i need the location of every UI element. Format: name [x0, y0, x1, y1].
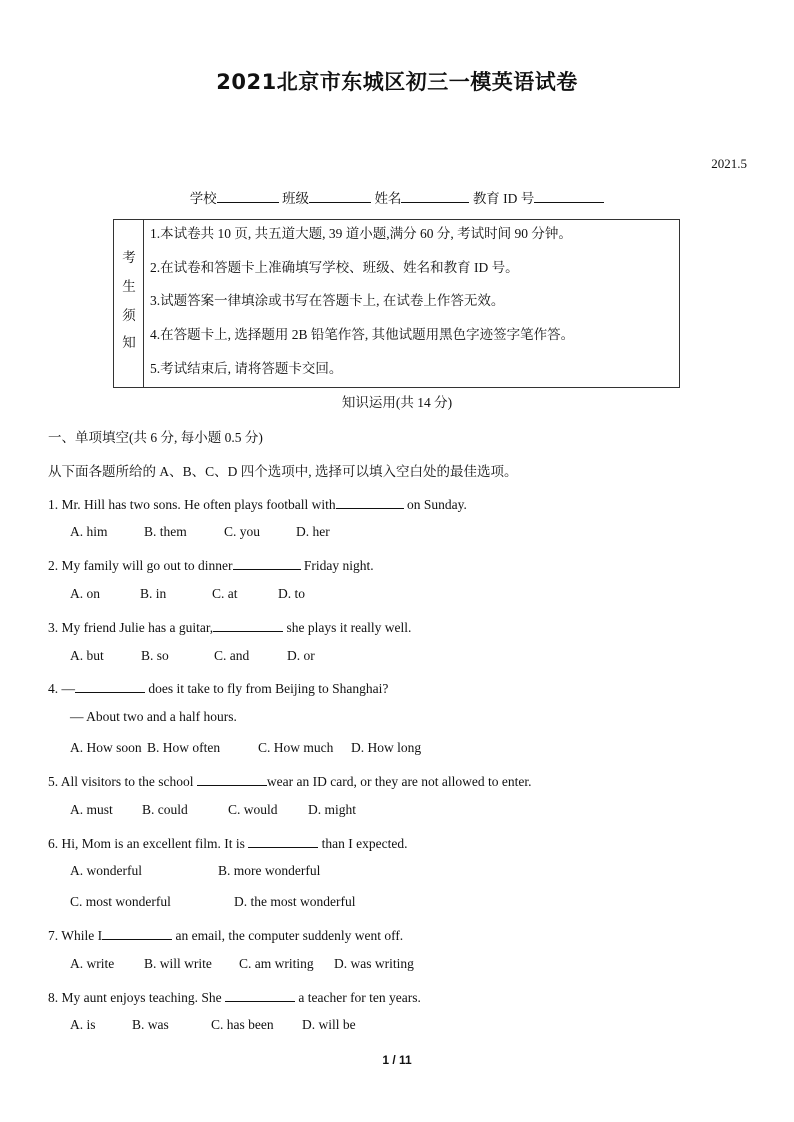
notice-item: 3.试题答案一律填涂或书写在答题卡上, 在试卷上作答无效。 [150, 293, 505, 308]
name-blank [401, 188, 469, 203]
option-d: D. her [296, 524, 330, 539]
notice-item: 2.在试卷和答题卡上准确填写学校、班级、姓名和教育 ID 号。 [150, 260, 519, 275]
answer-blank [75, 678, 145, 693]
page-number: 1 / 11 [382, 1053, 412, 1067]
school-blank [217, 188, 279, 203]
question-7: 7. While I an email, the computer suddenly went off. [48, 925, 403, 944]
student-info-line [0, 187, 794, 207]
option-b: B. could [142, 802, 188, 817]
option-a: A. write [70, 956, 115, 971]
answer-blank [248, 833, 318, 848]
option-c: C. at [212, 586, 238, 601]
option-d: D. might [308, 802, 357, 817]
option-c: C. most wonderful [70, 894, 171, 909]
option-a: A. him [70, 524, 108, 539]
option-a: A. but [70, 648, 104, 663]
option-c: C. would [228, 802, 278, 817]
option-d: D. the most wonderful [234, 894, 356, 909]
answer-blank [225, 987, 295, 1002]
option-c: C. am writing [239, 956, 314, 971]
question-4-answer: — About two and a half hours. [70, 709, 237, 724]
option-b: B. more wonderful [218, 863, 321, 878]
question-4: 4. — does it take to fly from Beijing to Shanghai? [48, 678, 388, 697]
school-label: 学校 [189, 191, 217, 206]
page-title: 2021北京市东城区初三一模英语试卷 [216, 70, 578, 94]
name-label: 姓名 [374, 191, 402, 206]
part-instruction: 从下面各题所给的 A、B、C、D 四个选项中, 选择可以填入空白处的最佳选项。 [48, 464, 518, 479]
answer-blank [336, 494, 404, 509]
class-blank [309, 188, 371, 203]
question-1: 1. Mr. Hill has two sons. He often plays football with on Sunday. [48, 494, 467, 513]
exam-notice-box [113, 219, 680, 388]
option-c: C. and [214, 648, 250, 663]
class-label: 班级 [282, 191, 310, 206]
option-c: C. you [224, 524, 261, 539]
question-3: 3. My friend Julie has a guitar, she plays it really well. [48, 617, 411, 636]
option-b: B. will write [144, 956, 212, 971]
option-a: A. wonderful [70, 863, 142, 878]
answer-blank [233, 555, 301, 570]
option-a: A. on [70, 586, 100, 601]
option-d: D. will be [302, 1017, 356, 1032]
part-heading: 一、单项填空(共 6 分, 每小题 0.5 分) [48, 430, 263, 445]
option-a: A. must [70, 802, 113, 817]
question-8: 8. My aunt enjoys teaching. She a teacher for ten years. [48, 987, 421, 1006]
option-b: B. in [140, 586, 167, 601]
option-b: B. them [144, 524, 187, 539]
id-blank [534, 188, 604, 203]
notice-item: 1.本试卷共 10 页, 共五道大题, 39 道小题,满分 60 分, 考试时间 90 分钟。 [150, 226, 572, 241]
answer-blank [197, 771, 267, 786]
option-c: C. has been [211, 1017, 274, 1032]
answer-blank [213, 617, 283, 632]
option-a: A. How soon [70, 740, 142, 755]
question-6: 6. Hi, Mom is an excellent film. It is than I expected. [48, 833, 407, 852]
notice-item: 5.考试结束后, 请将答题卡交回。 [150, 361, 343, 376]
answer-blank [102, 925, 172, 940]
option-d: D. was writing [334, 956, 414, 971]
question-2: 2. My family will go out to dinner Friday night. [48, 555, 374, 574]
notice-side-char: 考 [122, 250, 136, 265]
option-b: B. How often [147, 740, 221, 755]
option-c: C. How much [258, 740, 334, 755]
notice-side-label [114, 220, 144, 387]
id-label: 教育 ID 号 [472, 191, 535, 206]
notice-side-char: 生 [122, 279, 136, 294]
option-d: D. How long [351, 740, 422, 755]
notice-side-char: 知 [122, 335, 136, 350]
exam-date: 2021.5 [711, 156, 747, 171]
question-5: 5. All visitors to the school wear an ID card, or they are not allowed to enter. [48, 771, 532, 790]
section-heading: 知识运用(共 14 分) [341, 395, 453, 410]
option-d: D. or [287, 648, 315, 663]
option-d: D. to [278, 586, 305, 601]
option-b: B. so [141, 648, 169, 663]
notice-side-char: 须 [122, 308, 136, 323]
notice-item: 4.在答题卡上, 选择题用 2B 铅笔作答, 其他试题用黑色字迹签字笔作答。 [150, 327, 575, 342]
option-b: B. was [132, 1017, 169, 1032]
option-a: A. is [70, 1017, 96, 1032]
